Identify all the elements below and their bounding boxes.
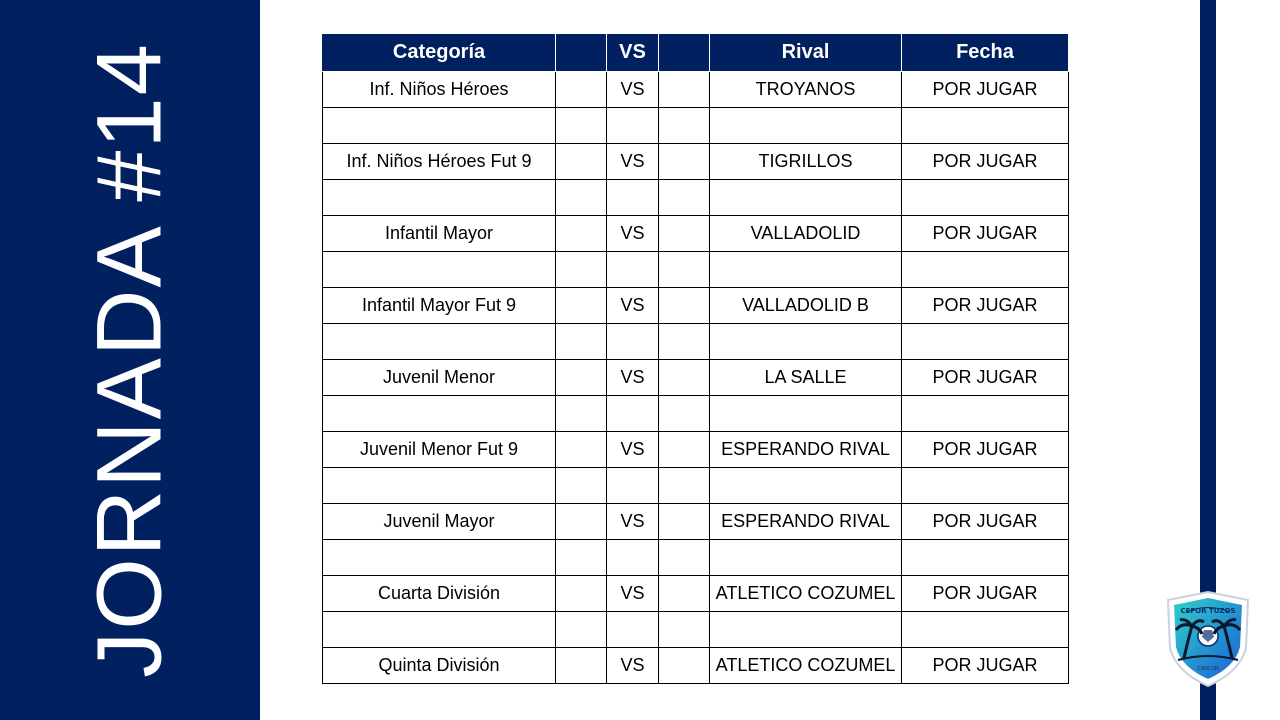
cell-fecha [902, 180, 1069, 216]
schedule-body [323, 72, 1069, 684]
cell-fecha [902, 396, 1069, 432]
cell-rival [710, 540, 902, 576]
cell-spacer-left [556, 396, 607, 432]
cell-categoria: Infantil Mayor [323, 216, 556, 252]
cell-vs [607, 324, 659, 360]
cell-rival [710, 180, 902, 216]
cell-categoria: Juvenil Mayor [323, 504, 556, 540]
cell-spacer-right [659, 144, 710, 180]
table-row [323, 468, 1069, 504]
cell-vs [607, 180, 659, 216]
cell-spacer-right [659, 108, 710, 144]
cell-spacer-right [659, 252, 710, 288]
table-row [323, 252, 1069, 288]
cell-vs [607, 468, 659, 504]
table-row [323, 72, 1069, 108]
cell-categoria [323, 612, 556, 648]
cell-categoria [323, 540, 556, 576]
cell-vs: VS [607, 288, 659, 324]
cell-categoria: Inf. Niños Héroes Fut 9 [323, 144, 556, 180]
cell-rival [710, 108, 902, 144]
cell-categoria [323, 108, 556, 144]
cell-rival: ESPERANDO RIVAL [710, 432, 902, 468]
crest-subtext: CANCUN [1197, 666, 1219, 672]
table-row [323, 216, 1069, 252]
cell-vs [607, 252, 659, 288]
cell-spacer-left [556, 648, 607, 684]
cell-spacer-left [556, 216, 607, 252]
cell-spacer-right [659, 576, 710, 612]
table-row [323, 504, 1069, 540]
cell-categoria [323, 468, 556, 504]
cell-vs: VS [607, 216, 659, 252]
cell-fecha: POR JUGAR [902, 504, 1069, 540]
table-row [323, 432, 1069, 468]
cell-rival [710, 252, 902, 288]
table-row [323, 324, 1069, 360]
cell-categoria: Cuarta División [323, 576, 556, 612]
cell-spacer-right [659, 612, 710, 648]
jornada-title: JORNADA #14 [78, 42, 181, 678]
cell-fecha [902, 612, 1069, 648]
cell-spacer-left [556, 468, 607, 504]
cell-rival: ATLETICO COZUMEL [710, 576, 902, 612]
cell-rival: ATLETICO COZUMEL [710, 648, 902, 684]
cell-spacer-left [556, 180, 607, 216]
crest-text: CEFOR TUZOS [1180, 607, 1236, 615]
cell-rival [710, 324, 902, 360]
cell-fecha: POR JUGAR [902, 216, 1069, 252]
cell-spacer-right [659, 432, 710, 468]
cell-rival [710, 396, 902, 432]
cell-fecha: POR JUGAR [902, 648, 1069, 684]
club-crest-logo [1160, 590, 1256, 688]
cell-fecha: POR JUGAR [902, 72, 1069, 108]
cell-fecha [902, 540, 1069, 576]
cell-vs: VS [607, 504, 659, 540]
header-categoria: Categoría [323, 34, 556, 72]
cell-spacer-left [556, 324, 607, 360]
cell-spacer-left [556, 108, 607, 144]
cell-spacer-left [556, 432, 607, 468]
cell-vs: VS [607, 144, 659, 180]
table-row [323, 396, 1069, 432]
cell-spacer-left [556, 252, 607, 288]
table-row [323, 288, 1069, 324]
table-row [323, 108, 1069, 144]
cell-spacer-right [659, 216, 710, 252]
cell-vs: VS [607, 432, 659, 468]
cell-fecha [902, 108, 1069, 144]
table-row [323, 144, 1069, 180]
cell-spacer-right [659, 396, 710, 432]
table-header-row [323, 34, 1069, 72]
cell-categoria: Infantil Mayor Fut 9 [323, 288, 556, 324]
header-rival: Rival [710, 34, 902, 72]
cell-spacer-right [659, 180, 710, 216]
cell-spacer-right [659, 468, 710, 504]
cell-spacer-left [556, 360, 607, 396]
cell-categoria: Quinta División [323, 648, 556, 684]
schedule-table [322, 33, 1069, 684]
cell-rival: LA SALLE [710, 360, 902, 396]
cell-fecha: POR JUGAR [902, 288, 1069, 324]
cell-categoria: Juvenil Menor Fut 9 [323, 432, 556, 468]
cell-categoria [323, 252, 556, 288]
cell-rival: VALLADOLID B [710, 288, 902, 324]
cell-categoria [323, 180, 556, 216]
cell-fecha [902, 324, 1069, 360]
cell-fecha: POR JUGAR [902, 144, 1069, 180]
cell-vs [607, 540, 659, 576]
table-row [323, 612, 1069, 648]
cell-spacer-right [659, 540, 710, 576]
cell-spacer-right [659, 504, 710, 540]
cell-rival: VALLADOLID [710, 216, 902, 252]
cell-spacer-left [556, 504, 607, 540]
cell-vs: VS [607, 72, 659, 108]
cell-rival: TROYANOS [710, 72, 902, 108]
table-row [323, 576, 1069, 612]
table-row [323, 648, 1069, 684]
cell-fecha: POR JUGAR [902, 432, 1069, 468]
cell-spacer-right [659, 324, 710, 360]
table-row [323, 540, 1069, 576]
cell-categoria: Juvenil Menor [323, 360, 556, 396]
header-fecha: Fecha [902, 34, 1069, 72]
cell-spacer-left [556, 576, 607, 612]
cell-vs: VS [607, 576, 659, 612]
cell-vs: VS [607, 648, 659, 684]
cell-categoria: Inf. Niños Héroes [323, 72, 556, 108]
cell-spacer-right [659, 288, 710, 324]
cell-spacer-right [659, 72, 710, 108]
left-title-band [0, 0, 260, 720]
header-spacer-left [556, 34, 607, 72]
table-row [323, 180, 1069, 216]
cell-rival [710, 612, 902, 648]
cell-categoria [323, 396, 556, 432]
cell-spacer-right [659, 360, 710, 396]
cell-spacer-left [556, 612, 607, 648]
table-row [323, 360, 1069, 396]
header-vs: VS [607, 34, 659, 72]
cell-spacer-right [659, 648, 710, 684]
cell-vs [607, 396, 659, 432]
cell-rival: TIGRILLOS [710, 144, 902, 180]
cell-spacer-left [556, 72, 607, 108]
cell-categoria [323, 324, 556, 360]
cell-rival [710, 468, 902, 504]
cell-vs [607, 108, 659, 144]
cell-spacer-left [556, 288, 607, 324]
cell-rival: ESPERANDO RIVAL [710, 504, 902, 540]
cell-vs [607, 612, 659, 648]
header-spacer-right [659, 34, 710, 72]
cell-fecha [902, 252, 1069, 288]
cell-spacer-left [556, 144, 607, 180]
cell-vs: VS [607, 360, 659, 396]
cell-fecha [902, 468, 1069, 504]
cell-fecha: POR JUGAR [902, 576, 1069, 612]
cell-fecha: POR JUGAR [902, 360, 1069, 396]
cell-spacer-left [556, 540, 607, 576]
